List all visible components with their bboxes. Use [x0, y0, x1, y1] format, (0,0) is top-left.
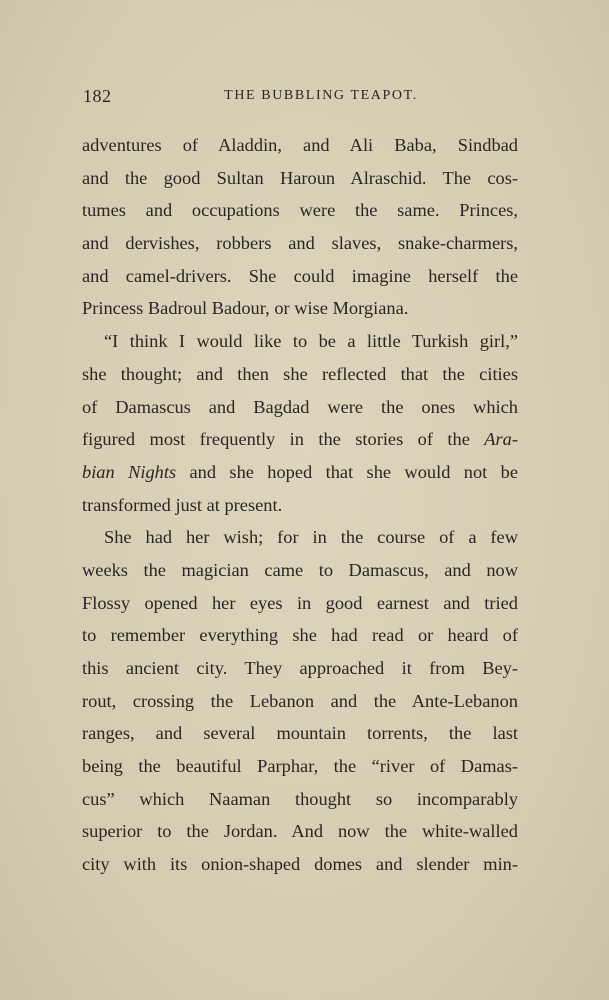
text-line: and dervishes, robbers and slaves, snake-charmers,: [82, 233, 518, 254]
text-line: she thought; and then she reflected that the cities: [82, 363, 518, 384]
text-segment: and she hoped that she would not be: [189, 461, 519, 482]
text-line: being the beautiful Parphar, the “river of Damas-: [82, 756, 518, 777]
text-line: city with its onion-shaped domes and slender min-: [82, 854, 518, 875]
text-line: and camel-drivers. She could imagine herself the: [82, 265, 518, 286]
text-line: superior to the Jordan. And now the white-walled: [82, 821, 518, 842]
body-text: [82, 129, 518, 881]
text-line: cus” which Naaman thought so incomparably: [82, 788, 518, 809]
running-title: THE BUBBLING TEAPOT.: [224, 88, 418, 103]
text-line: of Damascus and Bagdad were the ones which: [82, 396, 518, 417]
text-line: tumes and occupations were the same. Princes,: [82, 200, 518, 221]
text-line: ranges, and several mountain torrents, the last: [82, 723, 518, 744]
text-line: and the good Sultan Haroun Alraschid. The cos-: [82, 167, 518, 188]
text-line: rout, crossing the Lebanon and the Ante-Lebanon: [82, 690, 518, 711]
text-line: [82, 456, 518, 489]
text-line: weeks the magician came to Damascus, and now: [82, 559, 518, 580]
text-line: She had her wish; for in the course of a few: [104, 527, 518, 548]
page-header: [83, 86, 519, 112]
text-line: this ancient city. They approached it from Bey-: [82, 658, 518, 678]
text-line: adventures of Aladdin, and Ali Baba, Sindbad: [82, 135, 518, 155]
text-line: Princess Badroul Badour, or wise Morgiana.: [82, 298, 409, 319]
text-line: [82, 423, 518, 456]
italic-title-segment: Ara-: [484, 429, 518, 450]
italic-title-segment: bian Nights: [82, 461, 177, 482]
text-line: transformed just at present.: [82, 494, 283, 515]
text-line: Flossy opened her eyes in good earnest and tried: [82, 592, 518, 613]
page-number: 182: [83, 86, 112, 106]
text-segment: figured most frequently in the stories of the: [82, 429, 470, 450]
text-line: to remember everything she had read or heard of: [82, 625, 518, 646]
text-line: “I think I would like to be a little Turkish girl,”: [104, 331, 518, 352]
